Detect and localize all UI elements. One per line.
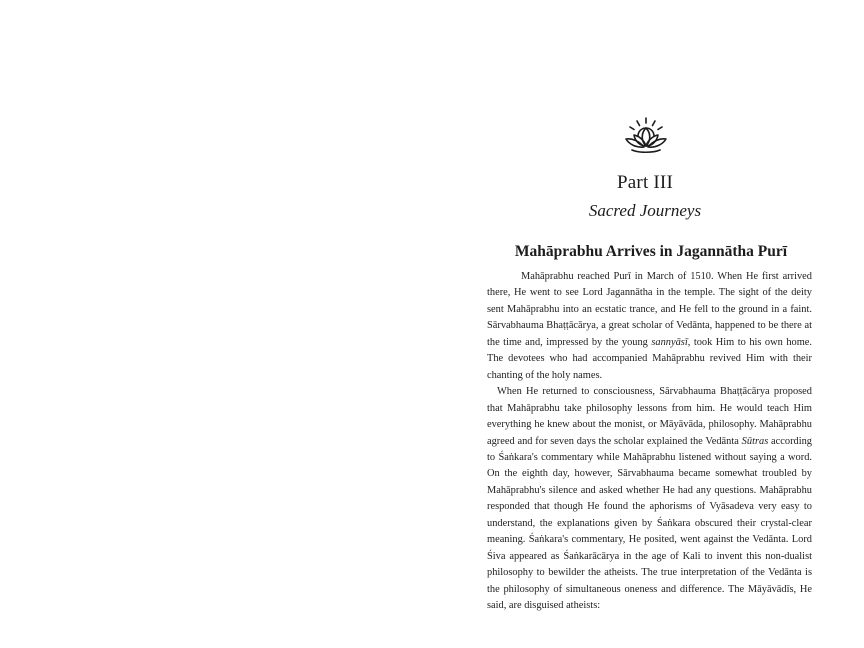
part-subtitle: Sacred Journeys [588, 201, 702, 220]
paragraph-2: When He returned to consciousness, Sārvabhauma Bhaṭṭācārya proposed that Mahāprabhu take philosophy lessons from him. He would teach Him everything he knew about the monist, or Māyāvāda, philosophy. Mahāprabhu agreed and for seven days the scholar explained the Vedānta Sūtras according to Śaṅkara's commentary while Mahāprabhu listened without saying a word. On the eighth day, however, Sārvabhauma became somewhat troubled by Mahāprabhu's silence and asked whether He had any questions. Mahāprabhu responded that though He found the aphorisms of Vyāsadeva very easy to understand, the explanations given by Śaṅkara obscured their crystal-clear meaning. Śaṅkara's commentary, He posited, went against the Vedānta. Lord Śiva appeared as Śaṅkarācārya in the age of Kali to invent this non-dualist philosophy to bewilder the atheists. The true interpretation of the Vedānta is the philosophy of simultaneous oneness and difference. The Māyāvādīs, He said, are disguised atheists: [487, 386, 813, 612]
body-text [487, 269, 812, 615]
lotus-icon [624, 116, 668, 154]
part-title: Part III [617, 172, 673, 193]
paragraph-1: Mahāprabhu reached Purī in March of 1510. When He first arrived there, He went to see Lord Jagannātha in the temple. The sight of the deity sent Mahāprabhu into an ecstatic trance, and He fell to the ground in a faint. Sārvabhauma Bhaṭṭācārya, a great scholar of Vedānta, happened to be there at the time and, impressed by the young sannyāsī, took Him to his own home. The devotees who had accompanied Mahāprabhu revived Him with their chanting of the holy names. [487, 271, 813, 381]
chapter-title: Mahāprabhu Arrives in Jagannātha Purī [514, 243, 788, 260]
